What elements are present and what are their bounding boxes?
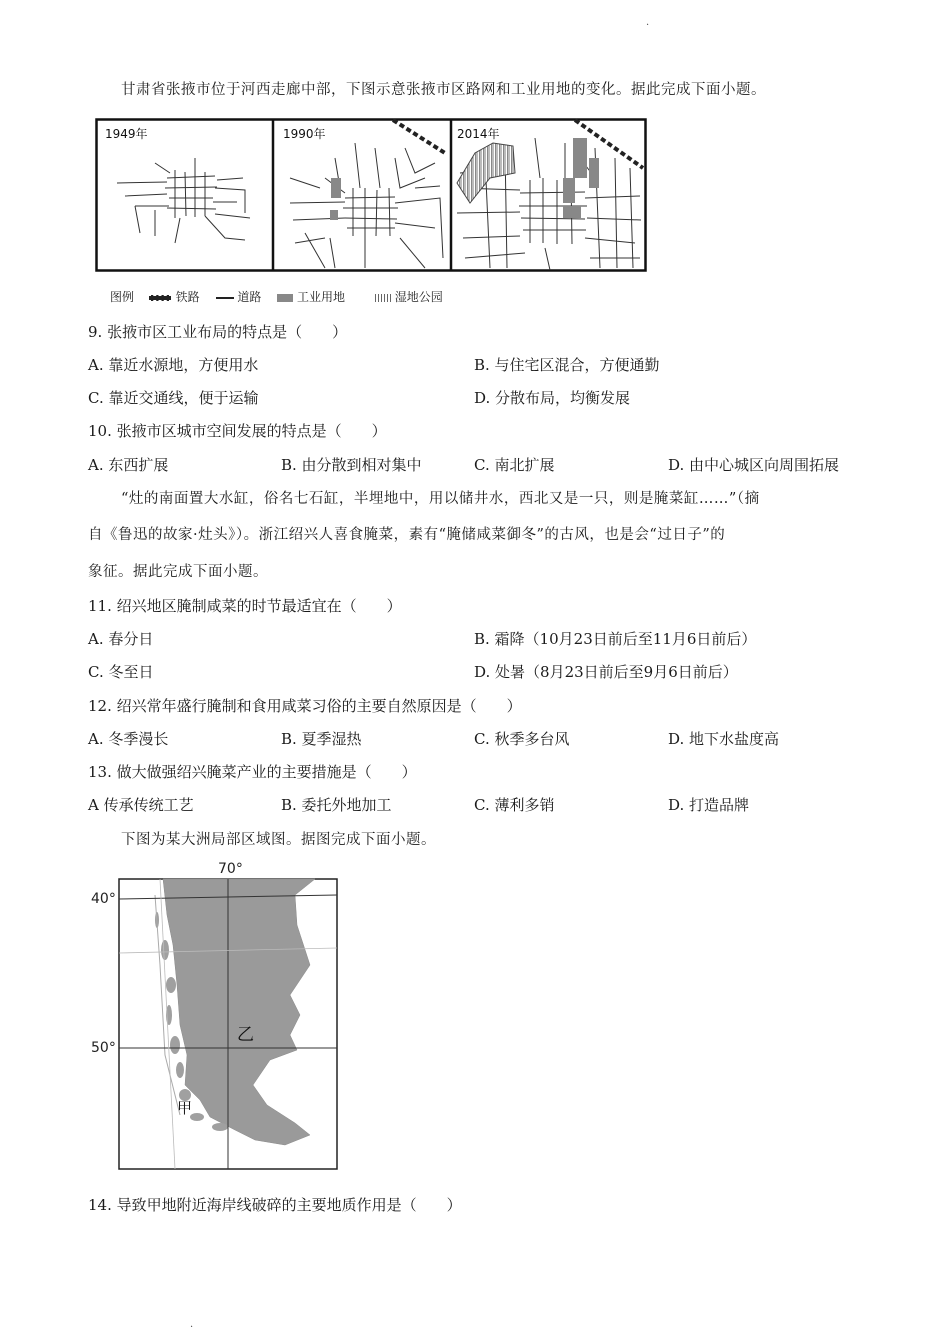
question-13-option-b[interactable]: B. 委托外地加工 — [281, 796, 392, 814]
south-america-region-map — [85, 855, 345, 1175]
legend-industrial: 工业用地 — [297, 290, 346, 304]
panel-label-1949: 1949年 — [105, 127, 148, 141]
question-13-option-a[interactable]: A 传承传统工艺 — [88, 796, 194, 814]
question-11-option-c[interactable]: C. 冬至日 — [88, 663, 154, 681]
question-11-option-d[interactable]: D. 处暑（8月23日前后至9月6日前后） — [474, 663, 738, 681]
scan-dot: · — [646, 20, 650, 31]
intro-zhangye: 甘肃省张掖市位于河西走廊中部，下图示意张掖市区路网和工业用地的变化。据此完成下面小题。 — [121, 82, 766, 98]
legend-road: 道路 — [237, 290, 262, 304]
question-10-option-b[interactable]: B. 由分散到相对集中 — [281, 456, 422, 474]
industrial-area-1990b — [330, 210, 338, 220]
question-9-option-d[interactable]: D. 分散布局，均衡发展 — [474, 389, 631, 407]
industrial-area-2014a — [573, 138, 587, 178]
intro-continent-map: 下图为某大洲局部区域图。据图完成下面小题。 — [121, 832, 436, 848]
question-13-option-c[interactable]: C. 薄利多销 — [474, 796, 555, 814]
place-label-jia: 甲 — [177, 1099, 193, 1117]
zhangye-road-map-figure — [95, 118, 647, 274]
question-12-option-a[interactable]: A. 冬季漫长 — [88, 730, 169, 748]
map-legend — [110, 288, 443, 305]
question-12-option-c[interactable]: C. 秋季多台风 — [474, 730, 570, 748]
question-11-stem: 11. 绍兴地区腌制咸菜的时节最适宜在（ ） — [88, 597, 402, 615]
place-label-yi: 乙 — [237, 1025, 254, 1045]
question-12-stem: 12. 绍兴常年盛行腌制和食用咸菜习俗的主要自然原因是（ ） — [88, 697, 522, 715]
railway-legend-icon — [148, 295, 172, 301]
intro-shaoxing-line-2: 自《鲁迅的故家·灶头》）。浙江绍兴人喜食腌菜，素有“腌储咸菜御冬”的古风，也是会“过日子”的 — [88, 527, 726, 543]
question-9-option-a[interactable]: A. 靠近水源地，方便用水 — [88, 356, 259, 374]
longitude-label-70: 70° — [218, 861, 243, 877]
panel-label-1990: 1990年 — [283, 127, 326, 141]
question-11-option-a[interactable]: A. 春分日 — [88, 630, 154, 648]
industrial-area-2014d — [563, 206, 581, 218]
intro-shaoxing-line-1: “灶的南面置大水缸，俗名七石缸，半埋地中，用以储井水，西北又是一只，则是腌菜缸……”（摘 — [121, 491, 760, 507]
panel-label-2014: 2014年 — [457, 127, 500, 141]
question-9-stem: 9. 张掖市区工业布局的特点是（ ） — [88, 323, 348, 341]
question-13-option-d[interactable]: D. 打造品牌 — [668, 796, 750, 814]
scan-dot: · — [190, 1322, 194, 1333]
latitude-label-50: 50° — [91, 1040, 116, 1056]
industrial-area-2014c — [589, 158, 599, 188]
question-11-option-b[interactable]: B. 霜降（10月23日前后至11月6日前后） — [474, 630, 757, 648]
question-10-option-d[interactable]: D. 由中心城区向周围拓展 — [668, 456, 840, 474]
legend-title: 图例 — [110, 290, 135, 304]
industrial-area-2014b — [563, 178, 575, 203]
question-10-option-c[interactable]: C. 南北扩展 — [474, 456, 555, 474]
question-12-option-d[interactable]: D. 地下水盐度高 — [668, 730, 780, 748]
industrial-area-1990 — [331, 178, 341, 198]
wetland-legend-icon — [375, 294, 391, 302]
legend-railway: 铁路 — [175, 290, 200, 304]
latitude-label-40: 40° — [91, 891, 116, 907]
question-10-stem: 10. 张掖市区城市空间发展的特点是（ ） — [88, 422, 387, 440]
industrial-legend-icon — [277, 294, 293, 302]
question-12-option-b[interactable]: B. 夏季湿热 — [281, 730, 362, 748]
question-10-option-a[interactable]: A. 东西扩展 — [88, 456, 169, 474]
road-legend-icon — [216, 297, 234, 299]
question-13-stem: 13. 做大做强绍兴腌菜产业的主要措施是（ ） — [88, 763, 417, 781]
legend-wetland: 湿地公园 — [394, 290, 443, 304]
question-9-option-c[interactable]: C. 靠近交通线，便于运输 — [88, 389, 259, 407]
intro-shaoxing-line-3: 象征。据此完成下面小题。 — [88, 564, 268, 580]
question-9-option-b[interactable]: B. 与住宅区混合，方便通勤 — [474, 356, 660, 374]
question-14-stem: 14. 导致甲地附近海岸线破碎的主要地质作用是（ ） — [88, 1196, 462, 1214]
